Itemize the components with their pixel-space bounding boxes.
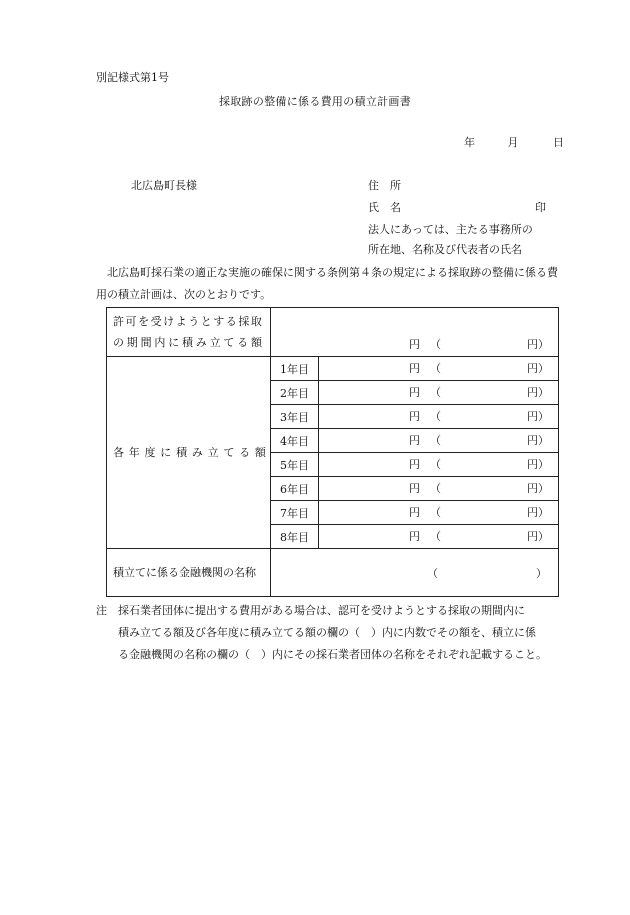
year-yen-paren: 円） xyxy=(527,506,549,519)
year-yen-paren: 円） xyxy=(527,458,549,471)
year-yen-paren: 円） xyxy=(527,362,549,375)
year-label: 1年目 xyxy=(271,357,319,381)
year-paren-open: （ xyxy=(430,362,441,375)
total-yen: 円 xyxy=(409,338,420,351)
year-yen: 円 xyxy=(409,530,420,543)
date-line xyxy=(460,134,564,150)
footnote-line1: 注 採石業者団体に提出する費用がある場合は、認可を受けようとする採取の期間内に xyxy=(96,604,525,617)
year-paren-open: （ xyxy=(430,386,441,399)
year-yen-paren: 円） xyxy=(527,386,549,399)
finance-name-cell[interactable] xyxy=(271,549,559,597)
year-yen-paren: 円） xyxy=(527,530,549,543)
year-paren-open: （ xyxy=(430,530,441,543)
total-yen-paren: 円） xyxy=(527,338,549,351)
year-amount-cell[interactable] xyxy=(319,357,559,381)
total-paren-open: （ xyxy=(430,338,441,351)
savings-plan-table xyxy=(106,307,559,597)
total-row xyxy=(107,308,559,357)
seal-mark: 印 xyxy=(535,201,546,214)
document-title: 採取跡の整備に係る費用の積立計画書 xyxy=(218,95,412,108)
table-body xyxy=(107,308,559,597)
finance-label-cell: 積立てに係る金融機関の名称 xyxy=(107,549,271,597)
year-yen: 円 xyxy=(409,386,420,399)
annual-label: 各 年 度 に 積 み 立 て る 額 xyxy=(113,446,266,459)
year-yen: 円 xyxy=(409,362,420,375)
form-number: 別記様式第1号 xyxy=(96,71,169,84)
total-amount-cell[interactable] xyxy=(271,308,559,357)
year-yen: 円 xyxy=(409,410,420,423)
total-label-line1: 許 可 を 受 け よ う と す る 採 取 xyxy=(113,315,262,328)
year-yen-paren: 円） xyxy=(527,410,549,423)
annual-label-cell xyxy=(107,357,271,549)
addressee: 北広島町長様 xyxy=(131,179,197,192)
year-row xyxy=(107,357,559,381)
total-label-cell xyxy=(107,308,271,357)
year-label: 2年目 xyxy=(271,381,319,405)
year-amount-cell[interactable] xyxy=(319,453,559,477)
year-label: 3年目 xyxy=(271,405,319,429)
year-amount-cell[interactable] xyxy=(319,477,559,501)
date-month: 月 xyxy=(507,136,519,149)
year-label: 6年目 xyxy=(271,477,319,501)
applicant-name-label: 氏 名 xyxy=(368,201,401,214)
year-yen-paren: 円） xyxy=(527,482,549,495)
applicant-note-line2: 所在地、名称及び代表者の氏名 xyxy=(368,243,522,256)
year-yen: 円 xyxy=(409,506,420,519)
footnote-line2: 積み立てる額及び各年度に積み立てる額の欄の（ ）内に内数でその額を、積立に係 xyxy=(118,626,536,639)
year-amount-cell[interactable] xyxy=(319,525,559,549)
year-label: 7年目 xyxy=(271,501,319,525)
year-amount-cell[interactable] xyxy=(319,381,559,405)
year-label: 8年目 xyxy=(271,525,319,549)
footnote-line3: る金融機関の名称の欄の（ ）内にその採石業者団体の名称をそれぞれ記載すること。 xyxy=(118,648,547,661)
year-label: 5年目 xyxy=(271,453,319,477)
intro-paragraph: 北広島町採石業の適正な実施の確保に関する条例第４条の規定による採取跡の整備に係る費用の積立計画は、次のとおりです。 xyxy=(96,266,558,301)
date-year: 年 xyxy=(464,136,475,149)
year-yen: 円 xyxy=(409,482,420,495)
year-paren-open: （ xyxy=(430,410,441,423)
finance-paren-close: ） xyxy=(536,567,547,580)
applicant-note-line1: 法人にあっては、主たる事務所の xyxy=(368,223,533,236)
finance-paren-open: （ xyxy=(427,567,438,580)
year-amount-cell[interactable] xyxy=(319,405,559,429)
footnote xyxy=(96,600,576,666)
year-paren-open: （ xyxy=(430,434,441,447)
year-yen-paren: 円） xyxy=(527,434,549,447)
total-label-line2: の 期 間 内 に 積 み 立 て る 額 xyxy=(113,336,262,349)
total-label xyxy=(113,311,270,353)
finance-row xyxy=(107,549,559,597)
year-yen: 円 xyxy=(409,434,420,447)
year-amount-cell[interactable] xyxy=(319,501,559,525)
year-paren-open: （ xyxy=(430,506,441,519)
year-paren-open: （ xyxy=(430,458,441,471)
year-yen: 円 xyxy=(409,458,420,471)
year-label: 4年目 xyxy=(271,429,319,453)
year-amount-cell[interactable] xyxy=(319,429,559,453)
year-paren-open: （ xyxy=(430,482,441,495)
date-day: 日 xyxy=(553,136,564,149)
applicant-address-label: 住 所 xyxy=(368,179,401,192)
